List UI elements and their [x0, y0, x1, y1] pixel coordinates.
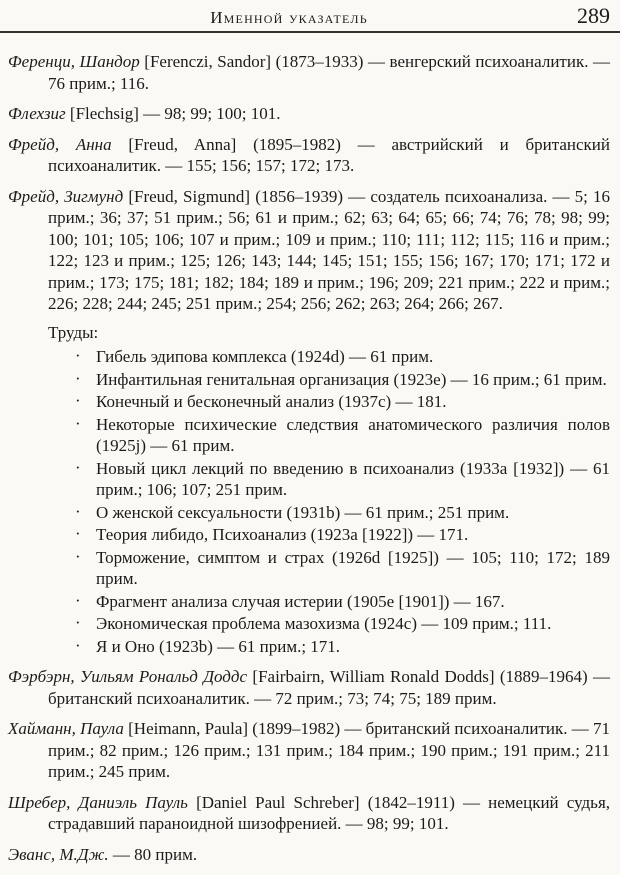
entry-name: Хайманн, Паула	[8, 719, 124, 738]
work-item-text: Экономическая проблема мазохизма (1924c) — 109 прим.; 111.	[96, 614, 552, 633]
work-item-text: Инфантильная генитальная организация (1923e) — 16 прим.; 61 прим.	[96, 369, 607, 389]
entry-name: Ференци, Шандор	[8, 52, 140, 71]
index-entry	[8, 186, 610, 315]
work-item	[68, 524, 610, 546]
bullet-dot-icon: ·	[75, 546, 81, 566]
work-item	[68, 391, 610, 413]
work-item-text: Торможение, симптом и страх (1926d [1925]) — 105; 110; 172; 189 прим.	[96, 547, 610, 588]
bullet-dot-icon: ·	[75, 346, 81, 365]
entry-name: Флехзиг	[8, 104, 66, 123]
index-entry	[8, 844, 610, 866]
work-item	[68, 369, 610, 391]
work-item-text: Теория либидо, Психоанализ (1923a [1922]) — 171.	[96, 525, 469, 544]
work-item-text: Некоторые психические следствия анатомического различия полов (1925j) — 61 прим.	[96, 414, 610, 455]
bullet-dot-icon: ·	[75, 524, 81, 543]
bullet-dot-icon: ·	[75, 457, 81, 477]
work-item-text: Гибель эдипова комплекса (1924d) — 61 прим.	[96, 347, 434, 366]
bullet-dot-icon: ·	[75, 590, 81, 610]
work-item-text: Конечный и бесконечный анализ (1937c) — 181.	[96, 392, 447, 411]
entry-name: Фрейд, Анна	[8, 134, 112, 154]
works-label: Труды:	[48, 322, 99, 342]
running-header-row	[8, 5, 610, 29]
entry-name: Фрейд, Зигмунд	[8, 186, 124, 206]
works-list	[8, 346, 610, 657]
entry-text: [Ferenczi, Sandor] (1873–1933) — венгерский психоаналитик. — 76 прим.; 116.	[48, 52, 610, 93]
work-item	[68, 636, 610, 658]
work-item-text: Фрагмент анализа случая истерии (1905e [1901]) — 167.	[96, 591, 505, 611]
entry-text: [Freud, Anna] (1895–1982) — австрийский и британский психоаналитик. — 155; 156; 157; 172; 173.	[48, 134, 610, 175]
entry-text: [Heimann, Paula] (1899–1982) — британский психоаналитик. — 71 прим.; 82 прим.; 126 прим.; 131 прим.; 184 прим.; 190 прим.; 191 прим.; 211 прим.; 245 прим.	[48, 719, 610, 781]
work-item-text: Новый цикл лекций по введению в психоанализ (1933a [1932]) — 61 прим.; 106; 107; 251 прим.	[96, 458, 610, 499]
work-item	[68, 591, 610, 613]
entry-text: [Flechsig] — 98; 99; 100; 101.	[69, 104, 281, 123]
bullet-dot-icon: ·	[75, 501, 81, 521]
entry-text: [Fairbairn, William Ronald Dodds] (1889–1964) — британский психоаналитик. — 72 прим.; 73; 74; 75; 189 прим.	[48, 667, 611, 708]
bullet-dot-icon: ·	[75, 613, 81, 632]
entry-text: [Freud, Sigmund] (1856–1939) — создатель психоанализа. — 5; 16 прим.; 36; 37; 51 прим.; 56; 61 и прим.; 62; 63; 64; 65; 66; 74; 76; 78; 98; 99; 100; 101; 105; 106; 107 и прим.; 109 и прим.; 110; 111; 112; 115; 116 и прим.; 122; 123 и прим.; 125; 126; 143; 144; 145; 151; 155; 156; 167; 170; 171; 172 и прим.; 173; 175; 181; 182; 184; 189 и прим.; 196; 209; 221 прим.; 222 и прим.; 226; 228; 244; 245; 251 прим.; 254; 256; 262; 263; 264; 266; 267.	[48, 186, 611, 313]
entry-text: [Daniel Paul Schreber] (1842–1911) — немецкий судья, страдавший параноидной шизофренией. — 98; 99; 101.	[48, 792, 611, 833]
bullet-dot-icon: ·	[75, 635, 81, 655]
entry-text: — 80 прим.	[112, 844, 198, 864]
index-entries	[8, 33, 610, 865]
work-item	[68, 414, 610, 457]
work-item-text: О женской сексуальности (1931b) — 61 прим.; 251 прим.	[96, 502, 510, 522]
index-entry	[8, 718, 610, 783]
entry-name: Эванс, М.Дж.	[8, 844, 109, 864]
work-item	[68, 502, 610, 524]
work-item-text: Я и Оно (1923b) — 61 прим.; 171.	[96, 636, 341, 656]
index-entry	[8, 792, 610, 835]
page-number: 289	[577, 3, 610, 28]
work-item	[68, 613, 610, 635]
running-header-title: Именной указатель	[210, 8, 368, 27]
bullet-dot-icon: ·	[75, 368, 81, 388]
index-entry	[8, 134, 610, 177]
entry-name: Фэрбэрн, Уильям Рональд Доддс	[8, 667, 248, 686]
work-item	[68, 346, 610, 368]
work-item	[68, 458, 610, 501]
work-item	[68, 547, 610, 590]
entry-name: Шребер, Даниэль Пауль	[8, 792, 188, 812]
index-entry	[8, 51, 610, 94]
index-entry	[8, 666, 610, 709]
index-entry	[8, 103, 610, 125]
bullet-dot-icon: ·	[75, 413, 81, 433]
bullet-dot-icon: ·	[75, 391, 81, 410]
